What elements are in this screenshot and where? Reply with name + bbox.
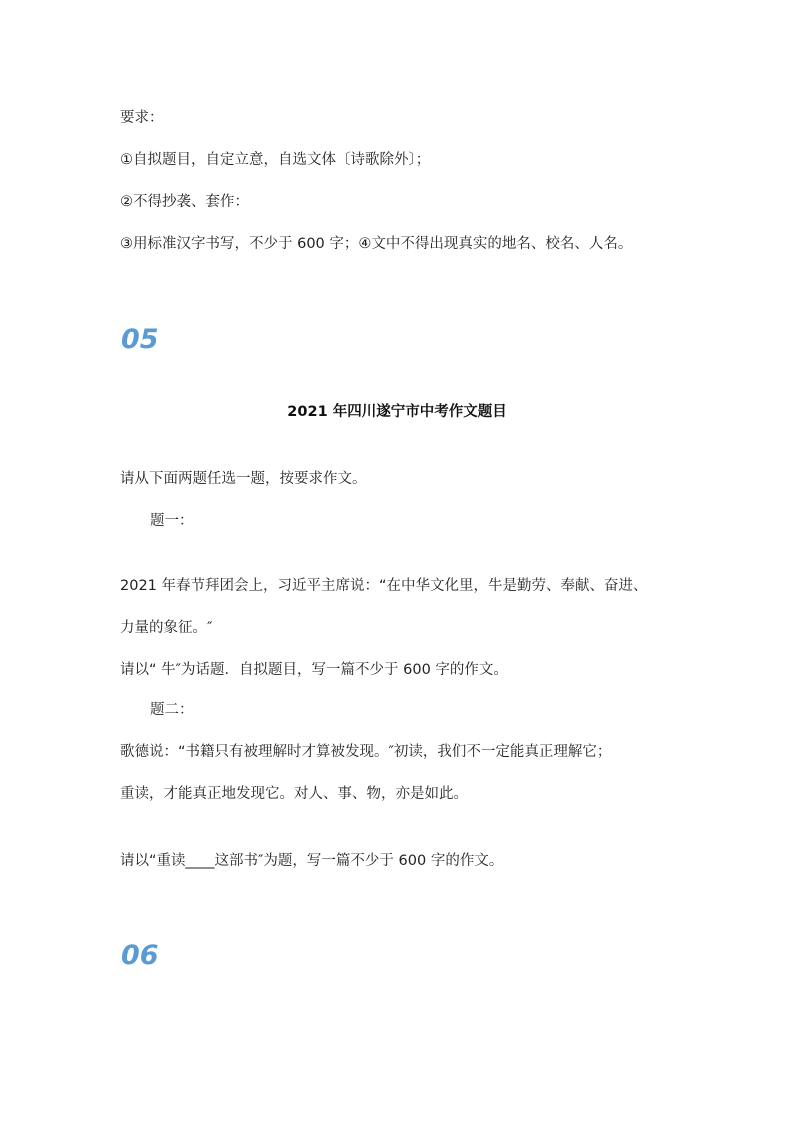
section-number-05: 05 [121, 324, 159, 355]
topic-2-line-1: 歌德说：“书籍只有被理解时才算被发现。″初读，我们不一定能真正理解它； [120, 744, 612, 760]
topic-2-line-2: 重读，才能真正地发现它。对人、事、物，亦是如此。 [120, 786, 468, 802]
topic-1-line-3: 请以“ 牛″为话题．自拟题目，写一篇不少于 600 字的作文。 [120, 662, 508, 678]
topic-2-line-3: 请以“重读____这部书″为题，写一篇不少于 600 字的作文。 [120, 853, 504, 869]
section-number-06: 06 [121, 940, 159, 971]
section-intro: 请从下面两题任选一题，按要求作文。 [120, 471, 367, 487]
topic-1-line-2: 力量的象征。″ [120, 620, 213, 636]
requirements-heading: 要求： [120, 110, 164, 126]
topic-1-line-1: 2021 年春节拜团会上，习近平主席说：“在中华文化里，牛是勤劳、奉献、奋进、 [120, 578, 648, 594]
topic-2-label: 题二： [150, 702, 194, 718]
section-title: 2021 年四川遂宁市中考作文题目 [287, 404, 507, 420]
topic-1-label: 题一： [150, 513, 194, 529]
requirement-item-2: ②不得抄袭、套作： [120, 194, 249, 210]
requirement-item-3: ③用标准汉字书写，不少于 600 字；④文中不得出现真实的地名、校名、人名。 [120, 236, 633, 252]
requirement-item-1: ①自拟题目，自定立意，自选文体〔诗歌除外〕； [120, 152, 431, 168]
